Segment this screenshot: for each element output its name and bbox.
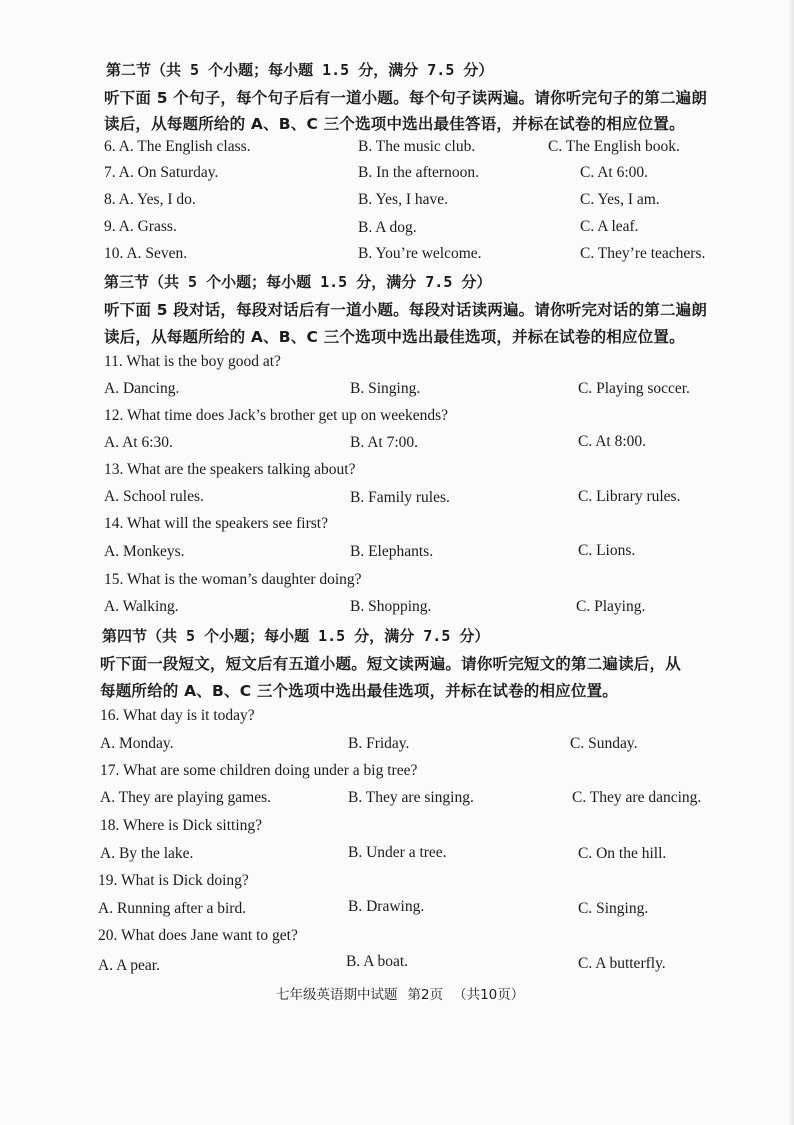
q15-option-b: B. Shopping. (350, 598, 432, 615)
q20-option-a: A. A pear. (98, 957, 160, 974)
q15-option-c: C. Playing. (576, 598, 646, 615)
q12-option-a: A. At 6:30. (104, 434, 173, 451)
q7-option-a: 7. A. On Saturday. (104, 164, 219, 181)
q8-option-c: C. Yes, I am. (580, 191, 660, 208)
q10-option-b: B. You’re welcome. (358, 245, 482, 262)
q18-option-c: C. On the hill. (578, 845, 667, 862)
section2-instruction-1: 听下面 5 个句子，每个句子后有一道小题。每个句子读两遍。请你听完句子的第二遍朗 (104, 89, 708, 107)
q20-stem: 20. What does Jane want to get? (98, 927, 298, 944)
q6-option-a: 6. A. The English class. (104, 138, 251, 155)
q11-option-a: A. Dancing. (104, 380, 180, 397)
scan-edge-shadow (788, 0, 794, 1125)
q8-option-b: B. Yes, I have. (358, 191, 448, 208)
q17-option-a: A. They are playing games. (100, 789, 272, 806)
q10-option-a: 10. A. Seven. (104, 245, 188, 262)
q17-option-b: B. They are singing. (348, 789, 474, 806)
q16-option-a: A. Monday. (100, 735, 174, 752)
q9-option-b: B. A dog. (358, 219, 417, 236)
section2-heading: 第二节（共 5 个小题；每小题 1.5 分，满分 7.5 分） (106, 61, 494, 79)
page-footer (276, 983, 534, 1003)
q7-option-c: C. At 6:00. (580, 164, 649, 181)
q18-option-b: B. Under a tree. (348, 844, 447, 861)
footer-page-number: 第2页 (407, 987, 444, 1003)
q12-option-c: C. At 8:00. (578, 433, 647, 450)
section3-heading: 第三节（共 5 个小题；每小题 1.5 分，满分 7.5 分） (104, 273, 492, 291)
section4-instruction-1: 听下面一段短文，短文后有五道小题。短文读两遍。请你听完短文的第二遍读后，从 (100, 655, 681, 673)
q11-stem: 11. What is the boy good at? (104, 353, 281, 370)
q14-option-b: B. Elephants. (350, 543, 434, 560)
q6-option-b: B. The music club. (358, 138, 476, 155)
q16-option-b: B. Friday. (348, 735, 410, 752)
footer-title: 七年级英语期中试题 (276, 987, 398, 1003)
q16-stem: 16. What day is it today? (100, 707, 255, 724)
q14-option-a: A. Monkeys. (104, 543, 185, 560)
q15-option-a: A. Walking. (104, 598, 179, 615)
q19-option-b: B. Drawing. (348, 898, 425, 915)
section4-heading: 第四节（共 5 个小题；每小题 1.5 分，满分 7.5 分） (102, 627, 490, 645)
q19-option-c: C. Singing. (578, 900, 649, 917)
q13-stem: 13. What are the speakers talking about? (104, 461, 356, 478)
q11-option-c: C. Playing soccer. (578, 380, 690, 397)
q9-option-c: C. A leaf. (580, 218, 639, 235)
q19-stem: 19. What is Dick doing? (98, 872, 249, 889)
section4-instruction-2: 每题所给的 A、B、C 三个选项中选出最佳选项，并标在试卷的相应位置。 (100, 682, 618, 700)
footer-total-pages: （共10页） (453, 987, 525, 1003)
q13-option-c: C. Library rules. (578, 488, 681, 505)
q9-option-a: 9. A. Grass. (104, 218, 177, 235)
q8-option-a: 8. A. Yes, I do. (104, 191, 196, 208)
q10-option-c: C. They’re teachers. (580, 245, 706, 262)
q7-option-b: B. In the afternoon. (358, 164, 479, 181)
q6-option-c: C. The English book. (548, 138, 680, 155)
q11-option-b: B. Singing. (350, 380, 421, 397)
q17-option-c: C. They are dancing. (572, 789, 702, 806)
q13-option-a: A. School rules. (104, 488, 204, 505)
section3-instruction-2: 读后，从每题所给的 A、B、C 三个选项中选出最佳选项，并标在试卷的相应位置。 (104, 328, 685, 346)
q16-option-c: C. Sunday. (570, 735, 638, 752)
section2-instruction-2: 读后，从每题所给的 A、B、C 三个选项中选出最佳答语，并标在试卷的相应位置。 (104, 115, 685, 133)
q14-option-c: C. Lions. (578, 542, 636, 559)
q12-stem: 12. What time does Jack’s brother get up on weekends? (104, 407, 449, 424)
q20-option-c: C. A butterfly. (578, 955, 666, 972)
q14-stem: 14. What will the speakers see first? (104, 515, 328, 532)
q18-stem: 18. Where is Dick sitting? (100, 817, 263, 834)
q13-option-b: B. Family rules. (350, 489, 450, 506)
q19-option-a: A. Running after a bird. (98, 900, 247, 917)
q18-option-a: A. By the lake. (100, 845, 194, 862)
q20-option-b: B. A boat. (346, 953, 409, 970)
q17-stem: 17. What are some children doing under a big tree? (100, 762, 418, 779)
q12-option-b: B. At 7:00. (350, 434, 419, 451)
q15-stem: 15. What is the woman’s daughter doing? (104, 571, 362, 588)
section3-instruction-1: 听下面 5 段对话，每段对话后有一道小题。每段对话读两遍。请你听完对话的第二遍朗 (104, 301, 708, 319)
